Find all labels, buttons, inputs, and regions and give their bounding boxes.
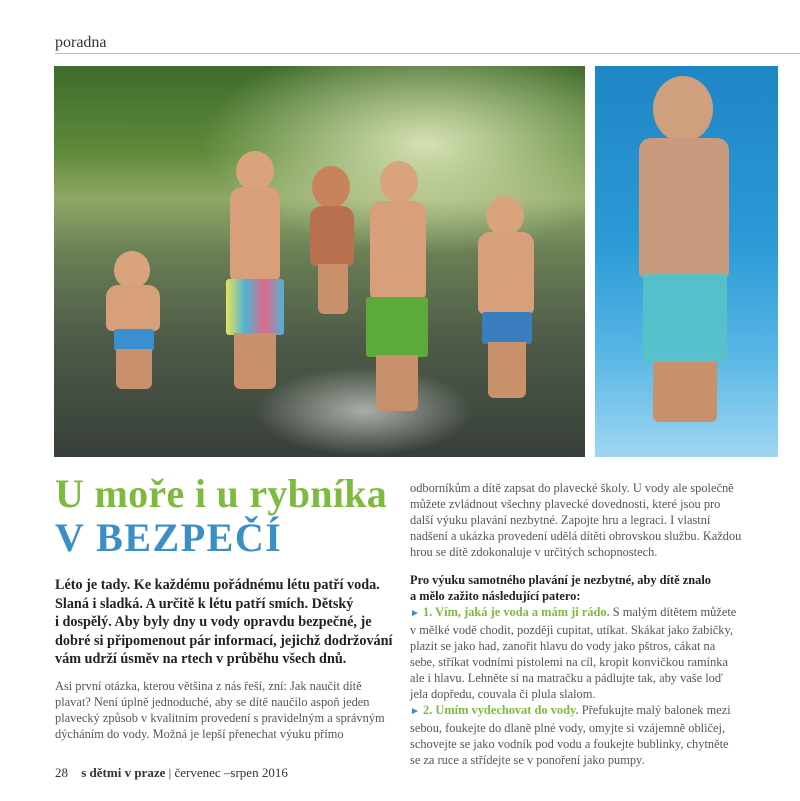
section-label: poradna (55, 34, 107, 51)
issue-date: červenec –srpen 2016 (174, 765, 288, 780)
triangle-bullet-icon: ► (410, 608, 420, 619)
body-line: se za ruce a střídejte se v ponoření jako pumpy. (410, 753, 645, 767)
page-number: 28 (55, 765, 68, 780)
body-line: další výuku plavání nezbytné. Zapojte hru a legraci. I vlastní (410, 513, 711, 527)
triangle-bullet-icon: ► (410, 706, 420, 717)
body-line: odborníkům a dítě zapsat do plavecké školy. U vody ale společně (410, 481, 734, 495)
lead-line: Léto je tady. Ke každému pořádnému létu patří voda. (55, 577, 380, 593)
body-line: dýcháním do vody. Možná je lepší přenechat výuku přímo (55, 727, 344, 741)
list-item-2-title: 2. Umím vydechovat do vody. (423, 703, 579, 717)
photo-children-in-river (54, 66, 585, 457)
lead-line: Slaná i sladká. A určitě k létu patří smích. Dětský (55, 595, 354, 612)
body-line: ale i hlavu. Lehněte si na matračku a pádlujte tak, aby vaše loď (410, 671, 723, 685)
list-item-2-first-line (410, 702, 750, 720)
body-line: plavat? Není úplně jednoduché, aby se dítě naučilo aspoň jeden (55, 695, 370, 709)
water-splash (254, 366, 474, 456)
list-item-1-title: 1. Vím, jaká je voda a mám ji rádo. (423, 605, 610, 619)
body-line: Asi první otázka, kterou většina z nás řeší, zní: Jak naučit dítě (55, 679, 362, 693)
lead-line: vám udrží úsměv na rtech v průběhu všech dnů. (55, 651, 347, 667)
body-line: sebou, foukejte do dlaně plné vody, omyjte si vzájemně obličej, (410, 721, 726, 735)
body-line: plazit se jako had, zanořit hlavu do vody jako pštros, cákat na (410, 639, 716, 653)
list-item-1-first-line (410, 604, 750, 622)
list-item-2-text: Přefukujte malý balonek mezi (578, 703, 731, 717)
body-line: plavecký způsob v kvalitním provedení s pravidelným a správným (55, 711, 385, 725)
body-text-right (410, 480, 750, 768)
body-line: schovejte se jako vodník pod vodu a foukejte bublinky, chytněte (410, 737, 729, 751)
headline-line-1: U moře i u rybníka (55, 471, 388, 516)
body-line: v mělké vodě chodit, později cupitat, utíkat. Skákat jako žabičky, (410, 623, 733, 637)
magazine-name: s dětmi v praze (81, 765, 166, 780)
lead-paragraph (55, 576, 400, 669)
list-item-1-text: S malým dítětem můžete (609, 605, 737, 619)
top-rule (55, 53, 800, 54)
lead-line: dobré si připomenout pár informací, jejichž dodržování (55, 632, 393, 649)
body-line: můžete zvládnout všechny plavecké dovednosti, které jsou pro (410, 497, 721, 511)
photo-boy-underwater (595, 66, 778, 457)
body-line: jela dopředu, couvala či plula slalom. (410, 687, 596, 701)
subheading-line: a mělo zažito následující patero: (410, 589, 581, 603)
paragraph-gap (410, 560, 750, 572)
body-line: sebe, stříkat vodními pistolemi na cíl, kropit konvičkou ramínka (410, 655, 728, 669)
footer-separator: | (168, 765, 172, 780)
page-footer (55, 765, 288, 781)
body-text-left (55, 678, 400, 742)
body-line: nadšení a ukázka provedení udělá dítěti obrovskou službu. Každou (410, 529, 742, 543)
body-line: hrou se dítě zdokonaluje v určitých schopnostech. (410, 545, 658, 559)
lead-line: i dospělý. Aby byly dny u vody opravdu bezpečné, je (55, 614, 372, 630)
headline-line-2: V BEZPEČÍ (55, 515, 283, 560)
subheading-line: Pro výuku samotného plavání je nezbytné, aby dítě znalo (410, 573, 711, 587)
